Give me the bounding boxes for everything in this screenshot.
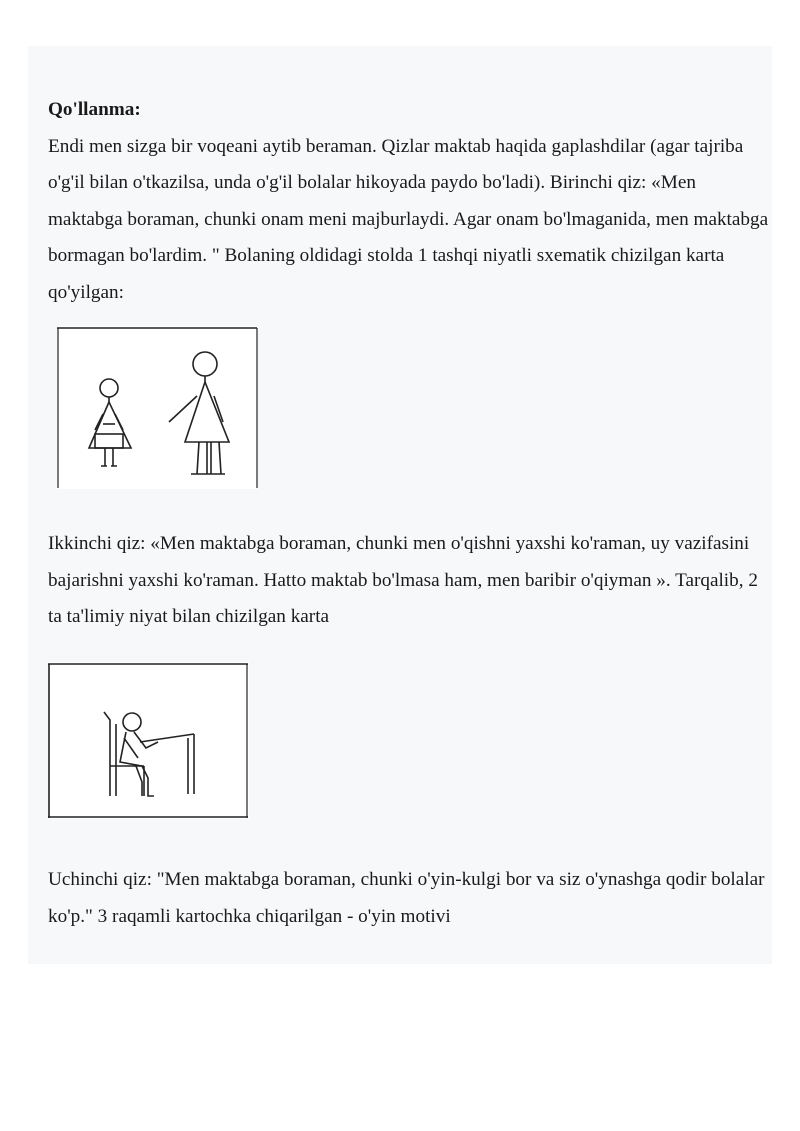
child-at-desk-icon — [104, 712, 194, 796]
child-at-desk-illustration — [48, 662, 249, 819]
girl-and-mother-illustration — [57, 326, 258, 489]
small-girl-icon — [89, 379, 131, 466]
document-heading: Qo'llanma: — [48, 99, 141, 120]
card-external-motive — [57, 326, 258, 489]
document-body — [48, 92, 772, 311]
mother-icon — [169, 352, 229, 474]
card-learning-motive — [48, 662, 249, 819]
paragraph-second-girl: Ikkinchi qiz: «Men maktabga boraman, chunki men o'qishni yaxshi ko'raman, uy vazifasini bajarishni yaxshi ko'raman. Hatto maktab bo'lmasa ham, men baribir o'qiyman ». Tarqalib, 2 ta ta'limiy niyat bilan chizilgan karta — [48, 533, 758, 627]
paragraph-first-girl: Endi men sizga bir voqeani aytib beraman. Qizlar maktab haqida gaplashdilar (agar tajriba o'g'il bilan o'tkazilsa, unda o'g'il bolalar hikoyada paydo bo'ladi). Birinchi qiz: «Men maktabga boraman, chunki onam meni majburlaydi. Agar onam bo'lmaganida, men maktabga bormagan bo'lardim. " Bolaning oldidagi stolda 1 tashqi niyatli sxematik chizilgan karta qo'yilgan: — [48, 135, 769, 303]
paragraph-third-girl: Uchinchi qiz: "Men maktabga boraman, chunki o'yin-kulgi bor va siz o'ynashga qodir bolalar ko'p." 3 raqamli kartochka chiqarilgan - o'yin motivi — [48, 869, 765, 927]
